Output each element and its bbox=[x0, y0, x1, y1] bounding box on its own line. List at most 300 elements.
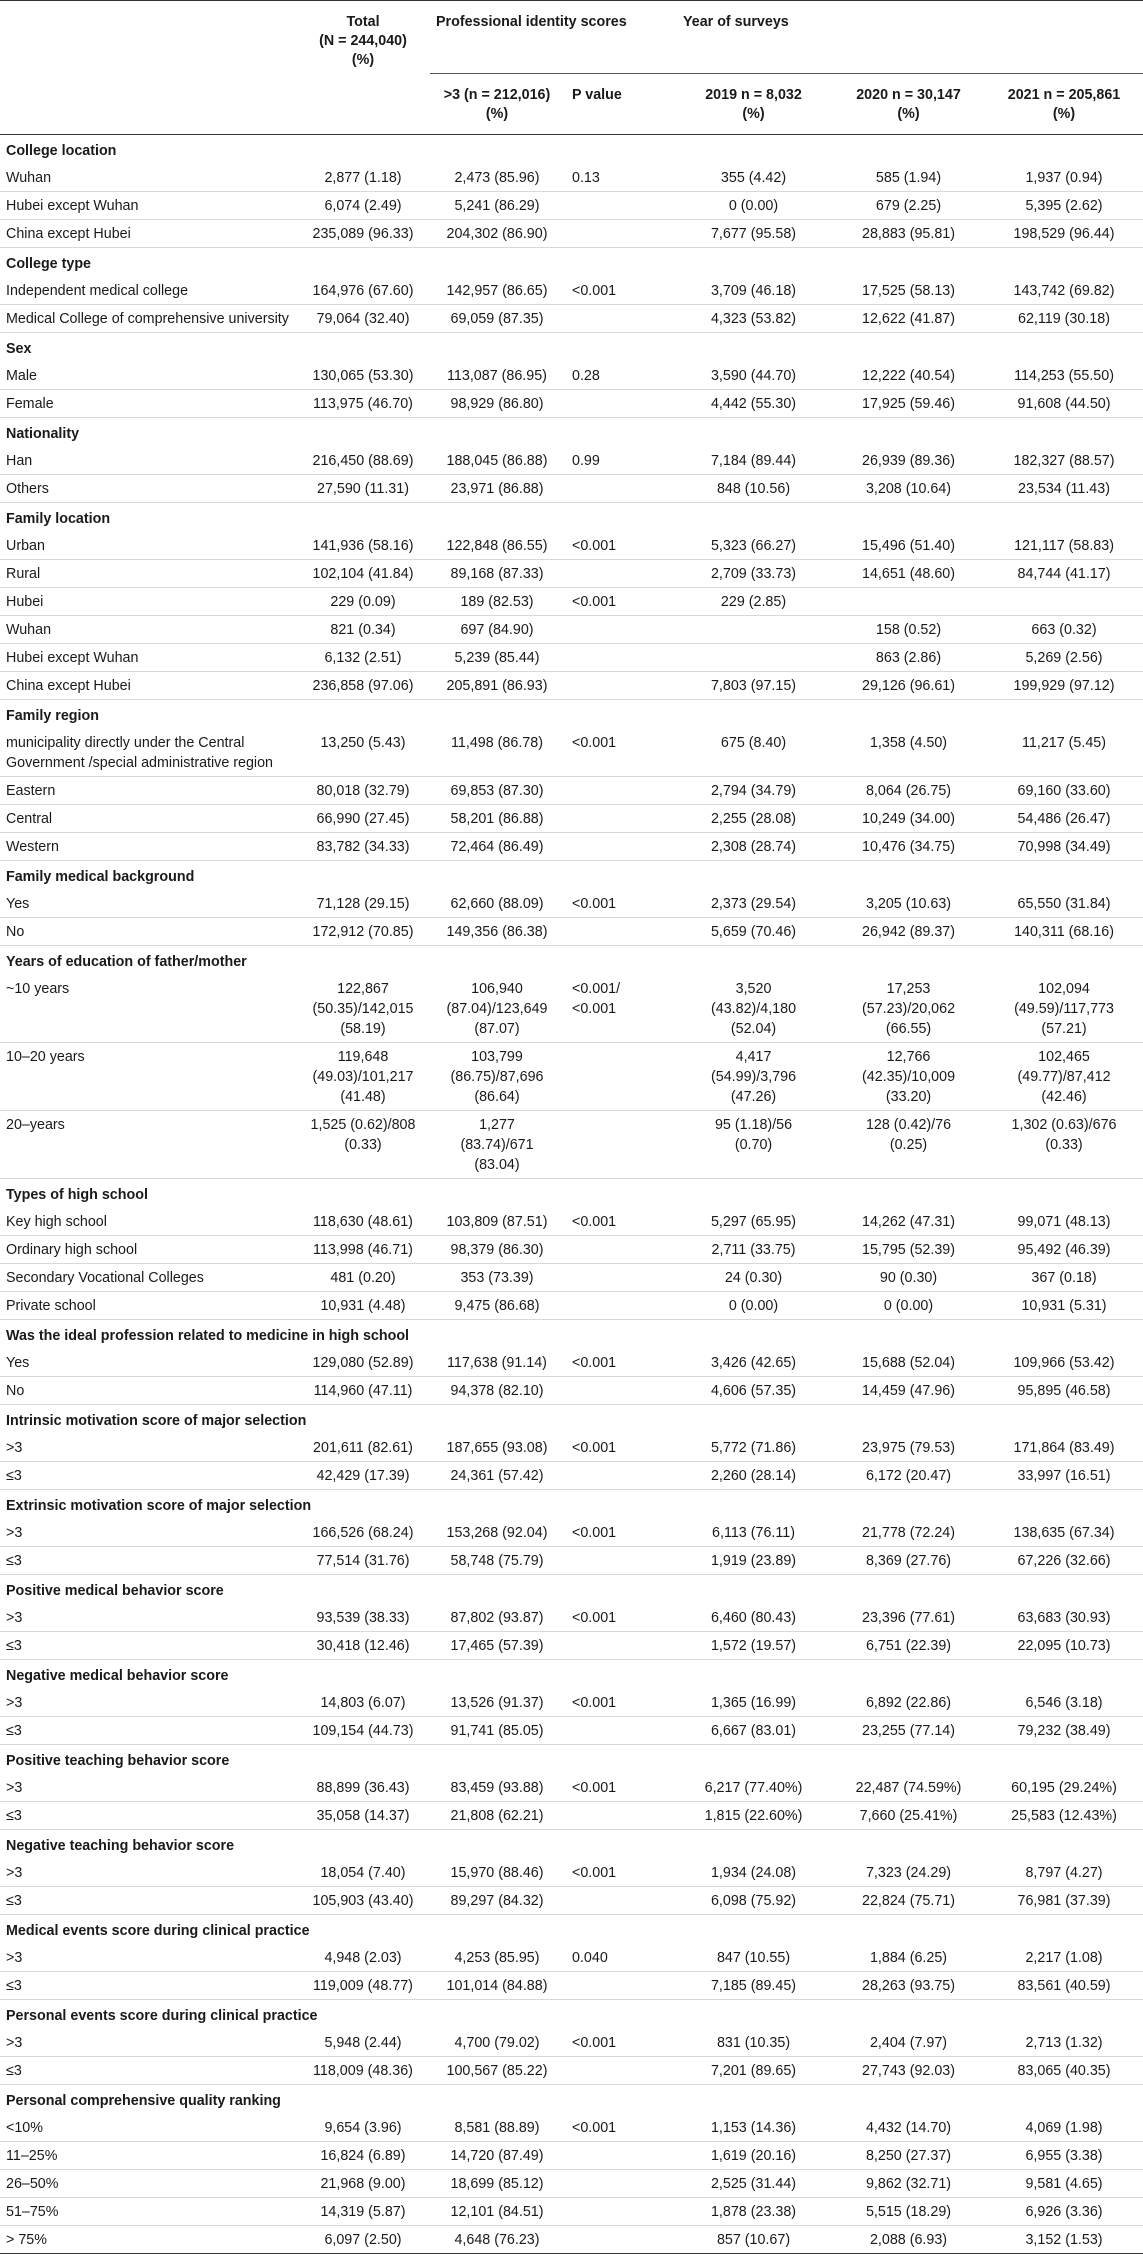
cell-y2020: 3,208 (10.64) bbox=[832, 474, 987, 502]
cell-label: >3 bbox=[0, 1689, 298, 1717]
cell-label: Others bbox=[0, 474, 298, 502]
cell-pvalue: <0.001 bbox=[566, 1434, 677, 1462]
cell-y2019: 5,323 (66.27) bbox=[677, 532, 832, 560]
cell-y2021: 60,195 (29.24%) bbox=[987, 1774, 1143, 1802]
cell-total: 66,990 (27.45) bbox=[298, 804, 430, 832]
cell-label: Rural bbox=[0, 559, 298, 587]
cell-y2020: 12,766 (42.35)/10,009 (33.20) bbox=[832, 1042, 987, 1110]
cell-y2019: 0 (0.00) bbox=[677, 1291, 832, 1319]
cell-total: 113,975 (46.70) bbox=[298, 389, 430, 417]
cell-total: 119,009 (48.77) bbox=[298, 1971, 430, 1999]
cell-gt3: 15,970 (88.46) bbox=[430, 1859, 566, 1887]
table-row bbox=[0, 1604, 1143, 1632]
cell-y2020: 27,743 (92.03) bbox=[832, 2056, 987, 2084]
table-row bbox=[0, 1859, 1143, 1887]
cell-label: Han bbox=[0, 447, 298, 475]
cell-gt3: 204,302 (86.90) bbox=[430, 219, 566, 247]
section-title: Medical events score during clinical practice bbox=[6, 1922, 310, 1939]
header-empty-sub bbox=[0, 73, 298, 134]
cell-gt3: 9,475 (86.68) bbox=[430, 1291, 566, 1319]
cell-y2021: 2,713 (1.32) bbox=[987, 2029, 1143, 2057]
cell-y2020: 26,939 (89.36) bbox=[832, 447, 987, 475]
cell-y2021: 6,546 (3.18) bbox=[987, 1689, 1143, 1717]
cell-label: >3 bbox=[0, 1774, 298, 1802]
cell-y2021 bbox=[987, 587, 1143, 615]
cell-pvalue: <0.001 bbox=[566, 890, 677, 918]
header-empty-sub-total bbox=[298, 73, 430, 134]
table-row bbox=[0, 1886, 1143, 1914]
cell-total: 201,611 (82.61) bbox=[298, 1434, 430, 1462]
cell-pvalue bbox=[566, 1042, 677, 1110]
cell-total: 821 (0.34) bbox=[298, 615, 430, 643]
cell-gt3: 4,253 (85.95) bbox=[430, 1944, 566, 1972]
cell-y2020: 15,496 (51.40) bbox=[832, 532, 987, 560]
table-row bbox=[0, 776, 1143, 804]
cell-gt3: 58,748 (75.79) bbox=[430, 1546, 566, 1574]
cell-gt3: 103,799 (86.75)/87,696 (86.64) bbox=[430, 1042, 566, 1110]
cell-label: ≤3 bbox=[0, 1631, 298, 1659]
cell-label: No bbox=[0, 1376, 298, 1404]
table-row bbox=[0, 1110, 1143, 1178]
cell-label: Secondary Vocational Colleges bbox=[0, 1263, 298, 1291]
cell-label: ≤3 bbox=[0, 1461, 298, 1489]
cell-total: 216,450 (88.69) bbox=[298, 447, 430, 475]
section-header-row bbox=[0, 332, 1143, 362]
cell-gt3: 17,465 (57.39) bbox=[430, 1631, 566, 1659]
cell-y2021: 1,937 (0.94) bbox=[987, 164, 1143, 192]
cell-y2019: 2,794 (34.79) bbox=[677, 776, 832, 804]
cell-y2020: 2,404 (7.97) bbox=[832, 2029, 987, 2057]
section-header-row bbox=[0, 1659, 1143, 1689]
cell-gt3: 5,239 (85.44) bbox=[430, 643, 566, 671]
cell-gt3: 100,567 (85.22) bbox=[430, 2056, 566, 2084]
section-title: Personal events score during clinical practice bbox=[6, 2007, 318, 2024]
cell-y2021: 10,931 (5.31) bbox=[987, 1291, 1143, 1319]
cell-y2020: 679 (2.25) bbox=[832, 191, 987, 219]
cell-y2020: 15,688 (52.04) bbox=[832, 1349, 987, 1377]
section-title: Years of education of father/mother bbox=[6, 953, 247, 970]
cell-y2021: 5,395 (2.62) bbox=[987, 191, 1143, 219]
table-row bbox=[0, 191, 1143, 219]
table-row bbox=[0, 1631, 1143, 1659]
cell-total: 16,824 (6.89) bbox=[298, 2141, 430, 2169]
cell-y2020: 8,064 (26.75) bbox=[832, 776, 987, 804]
cell-total: 118,630 (48.61) bbox=[298, 1208, 430, 1236]
section-title: Positive medical behavior score bbox=[6, 1582, 224, 1599]
cell-y2019: 831 (10.35) bbox=[677, 2029, 832, 2057]
cell-pvalue bbox=[566, 1801, 677, 1829]
section-title: Was the ideal profession related to medicine in high school bbox=[6, 1327, 410, 1344]
cell-y2019: 1,815 (22.60%) bbox=[677, 1801, 832, 1829]
cell-y2020: 128 (0.42)/76 (0.25) bbox=[832, 1110, 987, 1178]
cell-gt3: 62,660 (88.09) bbox=[430, 890, 566, 918]
cell-y2021: 143,742 (69.82) bbox=[987, 277, 1143, 305]
cell-label: Yes bbox=[0, 890, 298, 918]
cell-total: 6,132 (2.51) bbox=[298, 643, 430, 671]
cell-y2019: 2,255 (28.08) bbox=[677, 804, 832, 832]
cell-pvalue: 0.28 bbox=[566, 362, 677, 390]
cell-label: >3 bbox=[0, 1944, 298, 1972]
cell-y2020: 17,525 (58.13) bbox=[832, 277, 987, 305]
cell-y2019: 3,709 (46.18) bbox=[677, 277, 832, 305]
header-empty bbox=[0, 1, 298, 74]
cell-label: Wuhan bbox=[0, 615, 298, 643]
cell-gt3: 103,809 (87.51) bbox=[430, 1208, 566, 1236]
cell-y2020: 585 (1.94) bbox=[832, 164, 987, 192]
cell-label: ≤3 bbox=[0, 2056, 298, 2084]
cell-pvalue bbox=[566, 1716, 677, 1744]
cell-y2021: 91,608 (44.50) bbox=[987, 389, 1143, 417]
section-title: Types of high school bbox=[6, 1186, 148, 1203]
cell-label: China except Hubei bbox=[0, 671, 298, 699]
cell-y2021: 11,217 (5.45) bbox=[987, 729, 1143, 777]
cell-gt3: 13,526 (91.37) bbox=[430, 1689, 566, 1717]
cell-gt3: 188,045 (86.88) bbox=[430, 447, 566, 475]
cell-gt3: 94,378 (82.10) bbox=[430, 1376, 566, 1404]
cell-total: 166,526 (68.24) bbox=[298, 1519, 430, 1547]
cell-gt3: 12,101 (84.51) bbox=[430, 2197, 566, 2225]
cell-total: 122,867 (50.35)/142,015 (58.19) bbox=[298, 975, 430, 1043]
cell-y2019: 6,667 (83.01) bbox=[677, 1716, 832, 1744]
table-row bbox=[0, 1376, 1143, 1404]
section-title: College type bbox=[6, 255, 92, 272]
cell-gt3: 83,459 (93.88) bbox=[430, 1774, 566, 1802]
cell-y2020: 2,088 (6.93) bbox=[832, 2225, 987, 2253]
cell-pvalue bbox=[566, 1235, 677, 1263]
cell-y2021: 95,895 (46.58) bbox=[987, 1376, 1143, 1404]
cell-label: 11–25% bbox=[0, 2141, 298, 2169]
cell-y2019: 1,619 (20.16) bbox=[677, 2141, 832, 2169]
cell-label: <10% bbox=[0, 2114, 298, 2142]
cell-pvalue: 0.99 bbox=[566, 447, 677, 475]
table-body bbox=[0, 134, 1143, 2253]
section-header-row bbox=[0, 945, 1143, 975]
cell-y2021: 9,581 (4.65) bbox=[987, 2169, 1143, 2197]
cell-gt3: 21,808 (62.21) bbox=[430, 1801, 566, 1829]
cell-y2021: 102,465 (49.77)/87,412 (42.46) bbox=[987, 1042, 1143, 1110]
cell-y2020: 10,249 (34.00) bbox=[832, 804, 987, 832]
cell-total: 83,782 (34.33) bbox=[298, 832, 430, 860]
cell-y2019: 6,460 (80.43) bbox=[677, 1604, 832, 1632]
section-title: Intrinsic motivation score of major selection bbox=[6, 1412, 307, 1429]
table-row bbox=[0, 615, 1143, 643]
cell-total: 172,912 (70.85) bbox=[298, 917, 430, 945]
cell-gt3: 87,802 (93.87) bbox=[430, 1604, 566, 1632]
cell-y2020 bbox=[832, 587, 987, 615]
table-row bbox=[0, 362, 1143, 390]
table-row bbox=[0, 1434, 1143, 1462]
cell-y2019: 6,113 (76.11) bbox=[677, 1519, 832, 1547]
section-title: Negative teaching behavior score bbox=[6, 1837, 235, 1854]
cell-y2021: 6,926 (3.36) bbox=[987, 2197, 1143, 2225]
table-row bbox=[0, 1042, 1143, 1110]
cell-label: Wuhan bbox=[0, 164, 298, 192]
table-row bbox=[0, 2225, 1143, 2253]
cell-y2019: 1,365 (16.99) bbox=[677, 1689, 832, 1717]
cell-y2021: 95,492 (46.39) bbox=[987, 1235, 1143, 1263]
cell-gt3: 353 (73.39) bbox=[430, 1263, 566, 1291]
section-title: Nationality bbox=[6, 425, 80, 442]
cell-label: Eastern bbox=[0, 776, 298, 804]
cell-total: 235,089 (96.33) bbox=[298, 219, 430, 247]
table-row bbox=[0, 389, 1143, 417]
section-title: Family region bbox=[6, 707, 99, 724]
cell-pvalue bbox=[566, 2169, 677, 2197]
cell-gt3: 11,498 (86.78) bbox=[430, 729, 566, 777]
cell-y2021: 109,966 (53.42) bbox=[987, 1349, 1143, 1377]
table-row bbox=[0, 1944, 1143, 1972]
cell-gt3: 8,581 (88.89) bbox=[430, 2114, 566, 2142]
cell-label: Central bbox=[0, 804, 298, 832]
cell-y2019: 4,606 (57.35) bbox=[677, 1376, 832, 1404]
cell-y2020: 5,515 (18.29) bbox=[832, 2197, 987, 2225]
cell-pvalue bbox=[566, 615, 677, 643]
cell-y2020: 3,205 (10.63) bbox=[832, 890, 987, 918]
table-row bbox=[0, 832, 1143, 860]
cell-gt3: 1,277 (83.74)/671 (83.04) bbox=[430, 1110, 566, 1178]
cell-y2021: 2,217 (1.08) bbox=[987, 1944, 1143, 1972]
table-row bbox=[0, 1689, 1143, 1717]
cell-pvalue: <0.001/ <0.001 bbox=[566, 975, 677, 1043]
section-header-row bbox=[0, 134, 1143, 164]
cell-gt3: 69,853 (87.30) bbox=[430, 776, 566, 804]
cell-label: 51–75% bbox=[0, 2197, 298, 2225]
cell-y2021: 171,864 (83.49) bbox=[987, 1434, 1143, 1462]
cell-gt3: 24,361 (57.42) bbox=[430, 1461, 566, 1489]
cell-y2021: 182,327 (88.57) bbox=[987, 447, 1143, 475]
cell-label: No bbox=[0, 917, 298, 945]
cell-y2019: 2,711 (33.75) bbox=[677, 1235, 832, 1263]
header-gt3: >3 (n = 212,016) (%) bbox=[430, 73, 566, 134]
section-title: Positive teaching behavior score bbox=[6, 1752, 230, 1769]
cell-label: Male bbox=[0, 362, 298, 390]
cell-pvalue: 0.13 bbox=[566, 164, 677, 192]
cell-y2019: 7,185 (89.45) bbox=[677, 1971, 832, 1999]
cell-label: >3 bbox=[0, 1859, 298, 1887]
table-row bbox=[0, 447, 1143, 475]
cell-label: Western bbox=[0, 832, 298, 860]
cell-pvalue bbox=[566, 1376, 677, 1404]
cell-y2021: 1,302 (0.63)/676 (0.33) bbox=[987, 1110, 1143, 1178]
cell-label: >3 bbox=[0, 1604, 298, 1632]
section-header-row bbox=[0, 2084, 1143, 2114]
cell-y2020: 23,255 (77.14) bbox=[832, 1716, 987, 1744]
cell-label: >3 bbox=[0, 1434, 298, 1462]
cell-pvalue bbox=[566, 1546, 677, 1574]
cell-pvalue: <0.001 bbox=[566, 2114, 677, 2142]
cell-y2020: 22,487 (74.59%) bbox=[832, 1774, 987, 1802]
cell-label: China except Hubei bbox=[0, 219, 298, 247]
cell-label: Medical College of comprehensive university bbox=[0, 304, 298, 332]
cell-y2020: 1,358 (4.50) bbox=[832, 729, 987, 777]
cell-y2021: 198,529 (96.44) bbox=[987, 219, 1143, 247]
cell-y2021: 65,550 (31.84) bbox=[987, 890, 1143, 918]
header-year-of-surveys: Year of surveys bbox=[677, 1, 1143, 74]
cell-pvalue: <0.001 bbox=[566, 1859, 677, 1887]
cell-y2021: 83,561 (40.59) bbox=[987, 1971, 1143, 1999]
cell-label: Female bbox=[0, 389, 298, 417]
cell-y2021: 67,226 (32.66) bbox=[987, 1546, 1143, 1574]
cell-gt3: 187,655 (93.08) bbox=[430, 1434, 566, 1462]
cell-pvalue: <0.001 bbox=[566, 1208, 677, 1236]
cell-label: ≤3 bbox=[0, 1801, 298, 1829]
cell-y2019: 675 (8.40) bbox=[677, 729, 832, 777]
cell-total: 6,074 (2.49) bbox=[298, 191, 430, 219]
cell-y2021: 83,065 (40.35) bbox=[987, 2056, 1143, 2084]
cell-gt3: 106,940 (87.04)/123,649 (87.07) bbox=[430, 975, 566, 1043]
table-row bbox=[0, 532, 1143, 560]
cell-label: Hubei except Wuhan bbox=[0, 643, 298, 671]
cell-total: 18,054 (7.40) bbox=[298, 1859, 430, 1887]
cell-y2019: 7,803 (97.15) bbox=[677, 671, 832, 699]
cell-y2020: 12,622 (41.87) bbox=[832, 304, 987, 332]
cell-total: 141,936 (58.16) bbox=[298, 532, 430, 560]
cell-total: 42,429 (17.39) bbox=[298, 1461, 430, 1489]
cell-y2020: 158 (0.52) bbox=[832, 615, 987, 643]
cell-pvalue bbox=[566, 2141, 677, 2169]
cell-y2020: 8,369 (27.76) bbox=[832, 1546, 987, 1574]
cell-y2020: 4,432 (14.70) bbox=[832, 2114, 987, 2142]
cell-pvalue: <0.001 bbox=[566, 1604, 677, 1632]
cell-pvalue bbox=[566, 917, 677, 945]
cell-pvalue: <0.001 bbox=[566, 532, 677, 560]
cell-label: > 75% bbox=[0, 2225, 298, 2253]
cell-y2019: 229 (2.85) bbox=[677, 587, 832, 615]
cell-y2020: 28,263 (93.75) bbox=[832, 1971, 987, 1999]
cell-y2019: 355 (4.42) bbox=[677, 164, 832, 192]
cell-total: 130,065 (53.30) bbox=[298, 362, 430, 390]
cell-y2021: 140,311 (68.16) bbox=[987, 917, 1143, 945]
section-header-row bbox=[0, 1829, 1143, 1859]
section-title: College location bbox=[6, 142, 117, 159]
cell-total: 13,250 (5.43) bbox=[298, 729, 430, 777]
cell-label: Hubei bbox=[0, 587, 298, 615]
cell-gt3: 101,014 (84.88) bbox=[430, 1971, 566, 1999]
table-row bbox=[0, 890, 1143, 918]
cell-pvalue: 0.040 bbox=[566, 1944, 677, 1972]
cell-label: >3 bbox=[0, 2029, 298, 2057]
cell-pvalue bbox=[566, 559, 677, 587]
cell-gt3: 69,059 (87.35) bbox=[430, 304, 566, 332]
cell-label: ≤3 bbox=[0, 1546, 298, 1574]
cell-total: 164,976 (67.60) bbox=[298, 277, 430, 305]
table-row bbox=[0, 1461, 1143, 1489]
cell-label: Hubei except Wuhan bbox=[0, 191, 298, 219]
cell-gt3: 58,201 (86.88) bbox=[430, 804, 566, 832]
cell-y2019: 7,677 (95.58) bbox=[677, 219, 832, 247]
cell-pvalue: <0.001 bbox=[566, 1774, 677, 1802]
cell-gt3: 697 (84.90) bbox=[430, 615, 566, 643]
table-row bbox=[0, 1235, 1143, 1263]
cell-label: ≤3 bbox=[0, 1716, 298, 1744]
cell-y2019: 1,878 (23.38) bbox=[677, 2197, 832, 2225]
header-2020: 2020 n = 30,147 (%) bbox=[832, 73, 987, 134]
table-row bbox=[0, 1801, 1143, 1829]
cell-total: 14,319 (5.87) bbox=[298, 2197, 430, 2225]
section-header-row bbox=[0, 247, 1143, 277]
section-header-row bbox=[0, 699, 1143, 729]
table-row bbox=[0, 729, 1143, 777]
table-row bbox=[0, 2056, 1143, 2084]
cell-pvalue bbox=[566, 804, 677, 832]
cell-y2020: 863 (2.86) bbox=[832, 643, 987, 671]
cell-gt3: 14,720 (87.49) bbox=[430, 2141, 566, 2169]
table-row bbox=[0, 975, 1143, 1043]
table-row bbox=[0, 671, 1143, 699]
cell-y2020: 29,126 (96.61) bbox=[832, 671, 987, 699]
cell-total: 236,858 (97.06) bbox=[298, 671, 430, 699]
section-header-row bbox=[0, 417, 1143, 447]
cell-gt3: 149,356 (86.38) bbox=[430, 917, 566, 945]
table-row bbox=[0, 2141, 1143, 2169]
cell-pvalue: <0.001 bbox=[566, 1519, 677, 1547]
cell-total: 80,018 (32.79) bbox=[298, 776, 430, 804]
cell-gt3: 4,700 (79.02) bbox=[430, 2029, 566, 2057]
table-row bbox=[0, 1349, 1143, 1377]
table-row bbox=[0, 304, 1143, 332]
table-row bbox=[0, 1716, 1143, 1744]
cell-label: >3 bbox=[0, 1519, 298, 1547]
cell-pvalue bbox=[566, 1971, 677, 1999]
header-pvalue: P value bbox=[566, 73, 677, 134]
cell-y2019: 2,308 (28.74) bbox=[677, 832, 832, 860]
cell-total: 88,899 (36.43) bbox=[298, 1774, 430, 1802]
cell-pvalue bbox=[566, 1263, 677, 1291]
cell-y2021: 54,486 (26.47) bbox=[987, 804, 1143, 832]
cell-pvalue bbox=[566, 474, 677, 502]
cell-label: ~10 years bbox=[0, 975, 298, 1043]
cell-y2020: 6,892 (22.86) bbox=[832, 1689, 987, 1717]
cell-gt3: 18,699 (85.12) bbox=[430, 2169, 566, 2197]
cell-total: 77,514 (31.76) bbox=[298, 1546, 430, 1574]
cell-pvalue bbox=[566, 643, 677, 671]
cell-label: Key high school bbox=[0, 1208, 298, 1236]
table-row bbox=[0, 917, 1143, 945]
cell-y2019: 848 (10.56) bbox=[677, 474, 832, 502]
cell-total: 2,877 (1.18) bbox=[298, 164, 430, 192]
cell-pvalue bbox=[566, 1886, 677, 1914]
cell-y2021: 79,232 (38.49) bbox=[987, 1716, 1143, 1744]
cell-gt3: 2,473 (85.96) bbox=[430, 164, 566, 192]
cell-label: Yes bbox=[0, 1349, 298, 1377]
cell-total: 35,058 (14.37) bbox=[298, 1801, 430, 1829]
cell-y2019: 24 (0.30) bbox=[677, 1263, 832, 1291]
cell-pvalue bbox=[566, 304, 677, 332]
header-row-sub bbox=[0, 73, 1143, 134]
cell-pvalue bbox=[566, 671, 677, 699]
cell-label: ≤3 bbox=[0, 1886, 298, 1914]
cell-total: 119,648 (49.03)/101,217 (41.48) bbox=[298, 1042, 430, 1110]
cell-gt3: 113,087 (86.95) bbox=[430, 362, 566, 390]
cell-y2019: 6,217 (77.40%) bbox=[677, 1774, 832, 1802]
cell-total: 5,948 (2.44) bbox=[298, 2029, 430, 2057]
cell-y2019: 847 (10.55) bbox=[677, 1944, 832, 1972]
cell-y2020: 14,459 (47.96) bbox=[832, 1376, 987, 1404]
cell-total: 102,104 (41.84) bbox=[298, 559, 430, 587]
cell-y2021: 367 (0.18) bbox=[987, 1263, 1143, 1291]
cell-y2019: 4,442 (55.30) bbox=[677, 389, 832, 417]
cell-total: 9,654 (3.96) bbox=[298, 2114, 430, 2142]
cell-y2020: 7,323 (24.29) bbox=[832, 1859, 987, 1887]
cell-pvalue: <0.001 bbox=[566, 1349, 677, 1377]
header-professional-identity: Professional identity scores bbox=[430, 1, 677, 74]
cell-label: Urban bbox=[0, 532, 298, 560]
table-row bbox=[0, 1774, 1143, 1802]
table-row bbox=[0, 1291, 1143, 1319]
cell-total: 14,803 (6.07) bbox=[298, 1689, 430, 1717]
section-header-row bbox=[0, 1914, 1143, 1944]
cell-y2020: 6,751 (22.39) bbox=[832, 1631, 987, 1659]
